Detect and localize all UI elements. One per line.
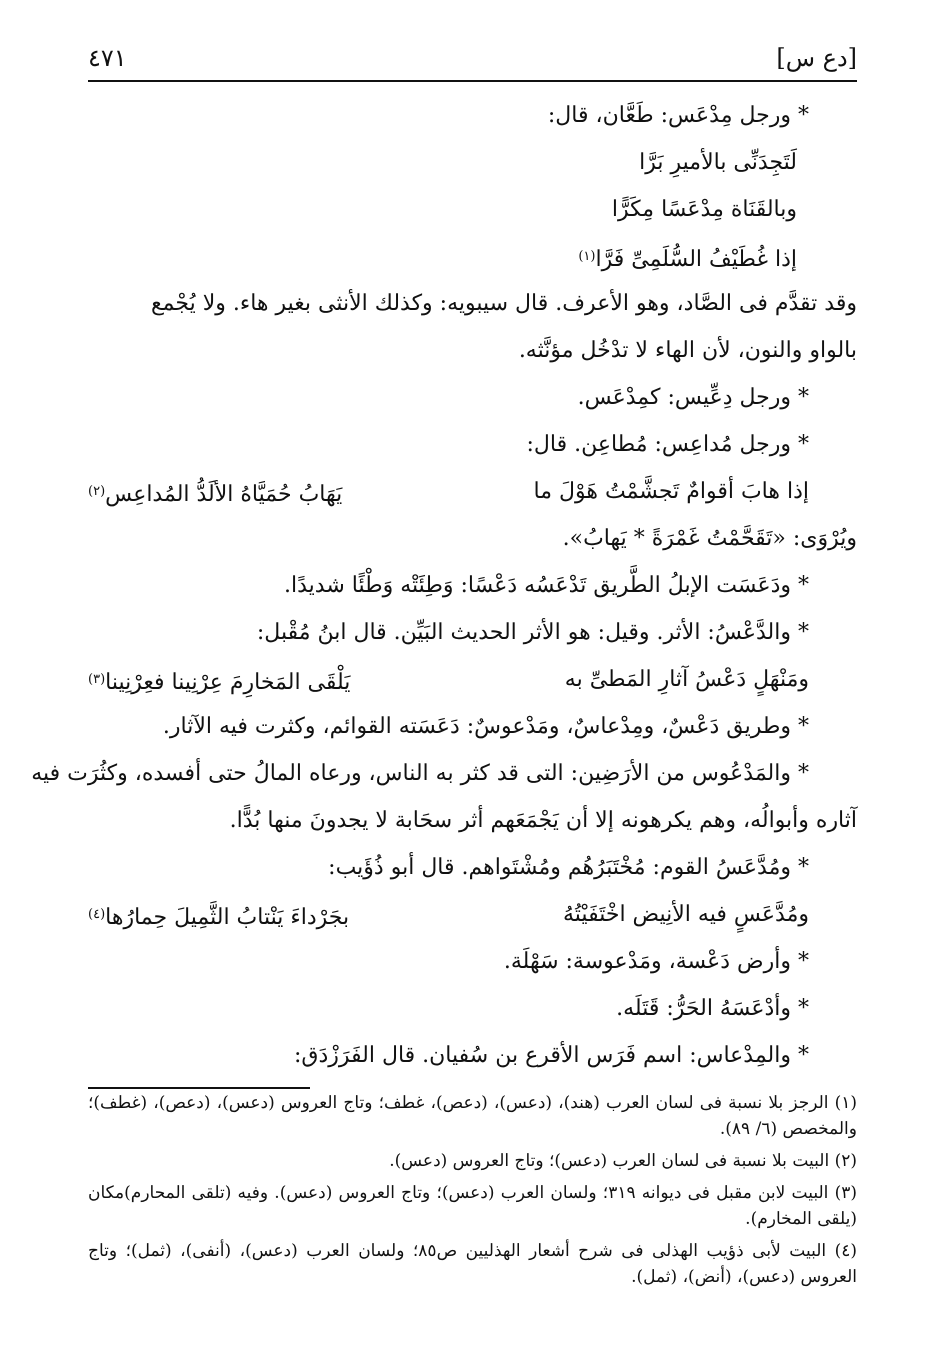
page-header	[88, 40, 857, 82]
entry-line: * ورجل دِعِّيس: كمِدْعَس.	[577, 385, 809, 410]
footnote-ref: (٣)	[88, 672, 106, 687]
entry-line: * وطريق دَعْسٌ، ومِدْعاسٌ، ومَدْعوسٌ: دَعَسَته القوائم، وكثرت فيه الآثار.	[162, 714, 809, 739]
verse-line: لَتَجِدَنِّى بالأميرِ بَرَّا	[639, 150, 797, 175]
page-number: ٤٧١	[88, 44, 127, 72]
verse-text: بجَرْداءَ يَنْتابُ الثَّمِيلَ حِمارُها	[105, 905, 350, 930]
poem-verse	[88, 468, 857, 515]
footnote-divider	[88, 1087, 310, 1089]
verse-text: يَهَابُ حُمَيَّاهُ الألَدُّ المُداعِس	[105, 482, 343, 507]
verse-line: وبالقَنَاة مِدْعَسًا مِكَرًّا	[611, 197, 797, 222]
footnote: (١) الرجز بلا نسبة فى لسان العرب (هند)، (دعس)، (دعص)، غطف؛ وتاج العروس (دعس)، (دعص)، (غطف)؛ والمخصص (٦/ ٨٩).	[88, 1093, 857, 1139]
footnote: (٢) البيت بلا نسبة فى لسان العرب (دعس)؛ وتاج العروس (دعس).	[389, 1151, 857, 1171]
verse-text: إذا غُطَيْفُ السُّلَمِىِّ فَرَّا	[595, 247, 797, 272]
footnote: (٤) البيت لأبى ذؤيب الهذلى فى شرح أشعار الهذليين ص٨٥؛ ولسان العرب (دعس)، (أنفى)، (ثمل)؛ وتاج العروس (دعس)، (أنض)، (ثمل).	[88, 1241, 857, 1287]
paragraph-line: وقد تقدَّم فى الصَّاد، وهو الأعرف. قال سيبويه: وكذلك الأنثى بغير هاء. ولا يُجْمع	[150, 291, 857, 316]
entry-line: * ودَعَسَت الإبلُ الطَّريق تَدْعَسُه دَعْسًا: وَطِئَتْه وَطْئًا شديدًا.	[284, 573, 809, 598]
entry-line: * ورجل مِدْعَس: طَعَّان، قال:	[547, 103, 809, 128]
main-text	[31, 92, 857, 1079]
footnote-ref: (٤)	[88, 907, 106, 922]
verse-first-hemistich: ومُدَّعَسٍ فيه الأنِيض اخْتَفَيْتُهُ	[563, 902, 809, 927]
poem-verse	[88, 891, 857, 938]
poem-verse	[88, 656, 857, 703]
entry-line: * وأرض دَعْسة، ومَدْعوسة: سَهْلَة.	[503, 949, 809, 974]
verse-first-hemistich: إذا هابَ أقوامٌ تَجشَّمْتُ هَوْلَ ما	[533, 479, 809, 504]
footnote: (٣) البيت لابن مقبل فى ديوانه ٣١٩؛ ولسان العرب (دعس)؛ وتاج العروس (دعس). وفيه (تلقى المحارم)مكان (يلقى المخارم).	[88, 1183, 857, 1229]
footnotes	[88, 1090, 857, 1296]
paragraph-line: بالواو والنون، لأن الهاء لا تدْخُل مؤنَّثه.	[518, 338, 857, 363]
paragraph-line: * والمَدْعُوس من الأرَضِين: التى قد كثر به الناس، ورعاه المالُ حتى أفسده، وكثُرَت فيه	[31, 761, 809, 786]
entry-line: ويُرْوَى: «تَقَحَّمْتُ غَمْرَةً * يَهابُ».	[562, 526, 857, 551]
entry-line: * ورجل مُداعِس: مُطاعِن. قال:	[526, 432, 809, 457]
paragraph-line: آثاره وأبوالُه، وهم يكرهونه إلا أن يَجْمَعَهم أثر سحَابة لا يجدونَ منها بُدًّا.	[229, 808, 857, 833]
footnote-ref: (٢)	[88, 484, 106, 499]
footnote-ref: (١)	[578, 249, 596, 264]
verse-second-hemistich	[88, 656, 350, 706]
verse-second-hemistich	[88, 468, 342, 518]
verse-second-hemistich	[88, 891, 349, 941]
entry-line: * والدَّعْسُ: الأثر. وقيل: هو الأثر الحديث البَيِّن. قال ابنُ مُقْبل:	[256, 620, 809, 645]
entry-line: * ومُدَّعَسُ القوم: مُخْتَبَرُهُم ومُشْتَواهم. قال أبو ذُؤَيب:	[328, 855, 809, 880]
verse-line	[88, 233, 857, 280]
verse-first-hemistich: ومَنْهَلٍ دَعْسُ آثارِ المَطىِّ به	[564, 667, 809, 692]
verse-text: يَلْقَى المَخارِمَ عِرْنِينا فعِرْنِينا	[105, 670, 351, 695]
root-letters: [دع س]	[776, 44, 857, 72]
entry-line: * والمِدْعاس: اسم فَرَس الأقرع بن سُفيان. قال الفَرَزْدَق:	[293, 1043, 809, 1068]
entry-line: * وأدْعَسَهُ الحَرُّ: قَتَلَه.	[616, 996, 809, 1021]
